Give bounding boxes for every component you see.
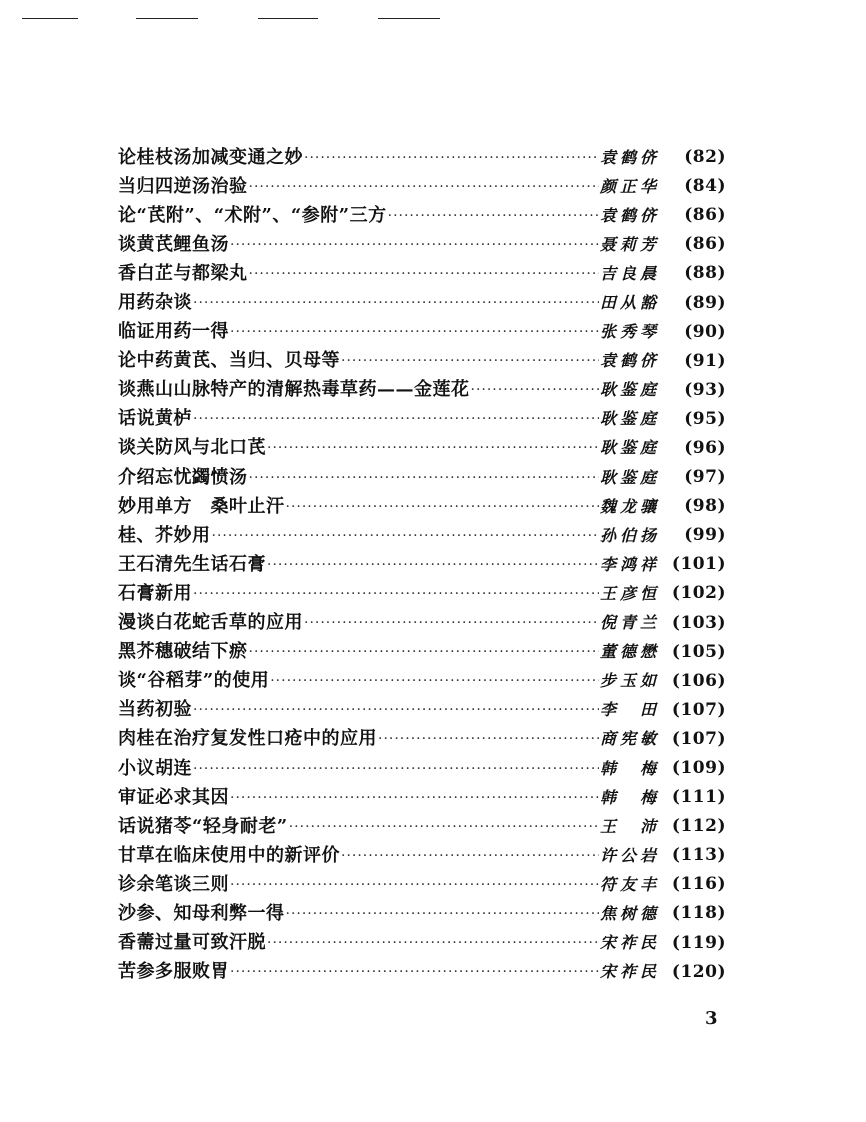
- toc-entry-title: 当归四逆汤治验: [118, 175, 248, 197]
- toc-entry: [118, 376, 726, 405]
- toc-entry: [118, 579, 726, 608]
- toc-entry-page: (82): [684, 147, 726, 168]
- toc-entry-title: 论桂枝汤加减变通之妙: [118, 146, 303, 168]
- toc-entry-title: 谈“谷稻芽”的使用: [118, 670, 270, 692]
- toc-entry-page: (84): [684, 176, 726, 197]
- toc-entry: [118, 143, 726, 172]
- dot-leader: [230, 965, 599, 979]
- toc-entry-page: (95): [684, 408, 726, 429]
- toc-entry-title: 甘草在临床使用中的新评价: [118, 844, 340, 866]
- toc-entry: [118, 201, 726, 230]
- toc-entry-author: 李鸿祥: [600, 554, 661, 574]
- toc-entry: [118, 899, 726, 928]
- toc-entry-author: 倪青兰: [600, 613, 661, 633]
- toc-entry-page: (89): [684, 292, 726, 313]
- toc-entry-title: 小议胡连: [118, 757, 192, 779]
- toc-entry-page: (107): [671, 699, 726, 720]
- toc-entry-page: (103): [671, 612, 726, 633]
- toc-entry-title: 话说黄栌: [118, 408, 192, 430]
- toc-entry-author: 韩 梅: [600, 758, 661, 778]
- dot-leader: [230, 238, 599, 252]
- dot-leader: [193, 296, 599, 310]
- dot-leader: [289, 820, 599, 834]
- toc-entry-title: 香白芷与都梁丸: [118, 262, 248, 284]
- toc-entry: [118, 667, 726, 696]
- dot-leader: [270, 674, 599, 688]
- dot-leader: [341, 354, 599, 368]
- toc-entry: [118, 754, 726, 783]
- toc-entry-page: (107): [671, 728, 726, 749]
- toc-entry-author: 耿鉴庭: [600, 467, 661, 487]
- toc-entry-author: 董德懋: [600, 642, 661, 662]
- toc-entry-author: 宋祚民: [600, 962, 661, 982]
- toc-entry-title: 审证必求其因: [118, 786, 229, 808]
- toc-entry: [118, 870, 726, 899]
- toc-entry: [118, 318, 726, 347]
- dot-leader: [230, 791, 599, 805]
- toc-entry-page: (93): [684, 379, 726, 400]
- toc-entry-title: 介绍忘忧蠲愤汤: [118, 466, 248, 488]
- toc-entry-title: 话说猪苓“轻身耐老”: [118, 815, 288, 837]
- toc-entry-page: (113): [671, 845, 726, 866]
- toc-entry: [118, 841, 726, 870]
- dot-leader: [304, 616, 599, 630]
- toc-entry: [118, 434, 726, 463]
- toc-entry: [118, 463, 726, 492]
- toc-entry-title: 黑芥穗破结下瘀: [118, 641, 248, 663]
- toc-entry: [118, 783, 726, 812]
- dot-leader: [286, 907, 600, 921]
- dot-leader: [212, 529, 600, 543]
- toc-entry-author: 袁鹤侪: [600, 205, 661, 225]
- toc-entry-page: (91): [684, 350, 726, 371]
- dot-leader: [304, 151, 599, 165]
- toc-entry: [118, 812, 726, 841]
- toc-entry-title: 妙用单方 桑叶止汗: [118, 495, 285, 517]
- toc-entry: [118, 288, 726, 317]
- toc-entry-page: (120): [671, 961, 726, 982]
- toc-entry-title: 论“芪附”、“术附”、“参附”三方: [118, 204, 387, 226]
- toc-entry: [118, 696, 726, 725]
- toc-entry: [118, 609, 726, 638]
- toc-entry: [118, 347, 726, 376]
- header-rules: [0, 18, 866, 28]
- toc-entry-title: 临证用药一得: [118, 321, 229, 343]
- toc-entry-page: (102): [671, 583, 726, 604]
- dot-leader: [267, 558, 599, 572]
- dot-leader: [230, 878, 599, 892]
- dot-leader: [388, 209, 599, 223]
- toc-entry-title: 苦参多服败胃: [118, 961, 229, 983]
- toc-entry-page: (99): [684, 525, 726, 546]
- dot-leader: [267, 441, 599, 455]
- toc-entry: [118, 259, 726, 288]
- toc-entry: [118, 492, 726, 521]
- toc-entry: [118, 638, 726, 667]
- dot-leader: [193, 762, 599, 776]
- toc-entry-title: 王石清先生话石膏: [118, 553, 266, 575]
- toc-entry: [118, 725, 726, 754]
- table-of-contents: [118, 143, 726, 987]
- dot-leader: [471, 383, 600, 397]
- rule-line: [378, 18, 440, 19]
- dot-leader: [193, 703, 599, 717]
- toc-entry-author: 焦树德: [600, 903, 661, 923]
- dot-leader: [286, 500, 600, 514]
- toc-entry-page: (111): [671, 787, 726, 808]
- page-number: 3: [705, 1008, 718, 1029]
- dot-leader: [249, 645, 600, 659]
- toc-entry-title: 石膏新用: [118, 582, 192, 604]
- toc-entry-page: (105): [671, 641, 726, 662]
- toc-entry-author: 耿鉴庭: [600, 438, 661, 458]
- dot-leader: [249, 471, 600, 485]
- toc-entry-author: 耿鉴庭: [600, 409, 661, 429]
- toc-entry: [118, 172, 726, 201]
- toc-entry-page: (86): [684, 234, 726, 255]
- toc-entry-author: 商宪敏: [600, 729, 661, 749]
- toc-entry-page: (118): [671, 903, 726, 924]
- toc-entry-author: 许公岩: [600, 845, 661, 865]
- toc-entry-page: (116): [671, 874, 726, 895]
- toc-entry-author: 宋祚民: [600, 933, 661, 953]
- rule-line: [22, 18, 78, 19]
- dot-leader: [267, 936, 599, 950]
- toc-entry-page: (119): [671, 932, 726, 953]
- toc-entry-page: (112): [671, 816, 726, 837]
- toc-entry: [118, 958, 726, 987]
- toc-entry-page: (86): [684, 205, 726, 226]
- toc-entry: [118, 929, 726, 958]
- dot-leader: [249, 267, 600, 281]
- toc-entry-page: (101): [671, 554, 726, 575]
- toc-entry-author: 王彦恒: [600, 583, 661, 603]
- toc-entry-title: 论中药黄芪、当归、贝母等: [118, 350, 340, 372]
- toc-entry-title: 诊余笔谈三则: [118, 873, 229, 895]
- toc-entry-title: 桂、芥妙用: [118, 524, 211, 546]
- toc-entry-title: 肉桂在治疗复发性口疮中的应用: [118, 728, 377, 750]
- toc-entry-author: 孙伯扬: [600, 525, 661, 545]
- toc-entry-page: (96): [684, 437, 726, 458]
- toc-entry-title: 用药杂谈: [118, 292, 192, 314]
- toc-entry-author: 耿鉴庭: [600, 380, 661, 400]
- toc-entry-author: 李 田: [600, 700, 661, 720]
- toc-entry: [118, 405, 726, 434]
- toc-entry: [118, 230, 726, 259]
- toc-entry-title: 谈黄芪鲤鱼汤: [118, 233, 229, 255]
- toc-entry-author: 步玉如: [600, 671, 661, 691]
- toc-entry-page: (98): [684, 496, 726, 517]
- toc-entry-page: (109): [671, 758, 726, 779]
- toc-entry-author: 袁鹤侪: [600, 147, 661, 167]
- dot-leader: [193, 412, 599, 426]
- toc-entry-author: 魏龙骧: [600, 496, 661, 516]
- rule-line: [258, 18, 318, 19]
- dot-leader: [230, 325, 599, 339]
- toc-entry-title: 香薷过量可致汗脱: [118, 932, 266, 954]
- toc-entry-author: 聂莉芳: [600, 234, 661, 254]
- rule-line: [136, 18, 198, 19]
- toc-entry-author: 符友丰: [600, 874, 661, 894]
- toc-entry-author: 袁鹤侪: [600, 351, 661, 371]
- toc-entry: [118, 550, 726, 579]
- toc-entry: [118, 521, 726, 550]
- toc-entry-author: 吉良晨: [600, 263, 661, 283]
- toc-entry-page: (88): [684, 263, 726, 284]
- dot-leader: [378, 732, 599, 746]
- toc-entry-author: 王 沛: [600, 816, 661, 836]
- toc-entry-page: (106): [671, 670, 726, 691]
- toc-entry-title: 漫谈白花蛇舌草的应用: [118, 612, 303, 634]
- toc-entry-page: (97): [684, 467, 726, 488]
- toc-entry-title: 谈关防风与北口芪: [118, 437, 266, 459]
- dot-leader: [341, 849, 599, 863]
- toc-entry-page: (90): [684, 321, 726, 342]
- toc-entry-author: 田从豁: [600, 293, 661, 313]
- toc-entry-title: 谈燕山山脉特产的清解热毒草药——金莲花: [118, 379, 470, 401]
- toc-entry-author: 张秀琴: [600, 322, 661, 342]
- dot-leader: [193, 587, 599, 601]
- toc-entry-author: 颜正华: [600, 176, 661, 196]
- toc-entry-title: 沙参、知母利弊一得: [118, 902, 285, 924]
- toc-entry-title: 当药初验: [118, 699, 192, 721]
- dot-leader: [249, 180, 600, 194]
- toc-entry-author: 韩 梅: [600, 787, 661, 807]
